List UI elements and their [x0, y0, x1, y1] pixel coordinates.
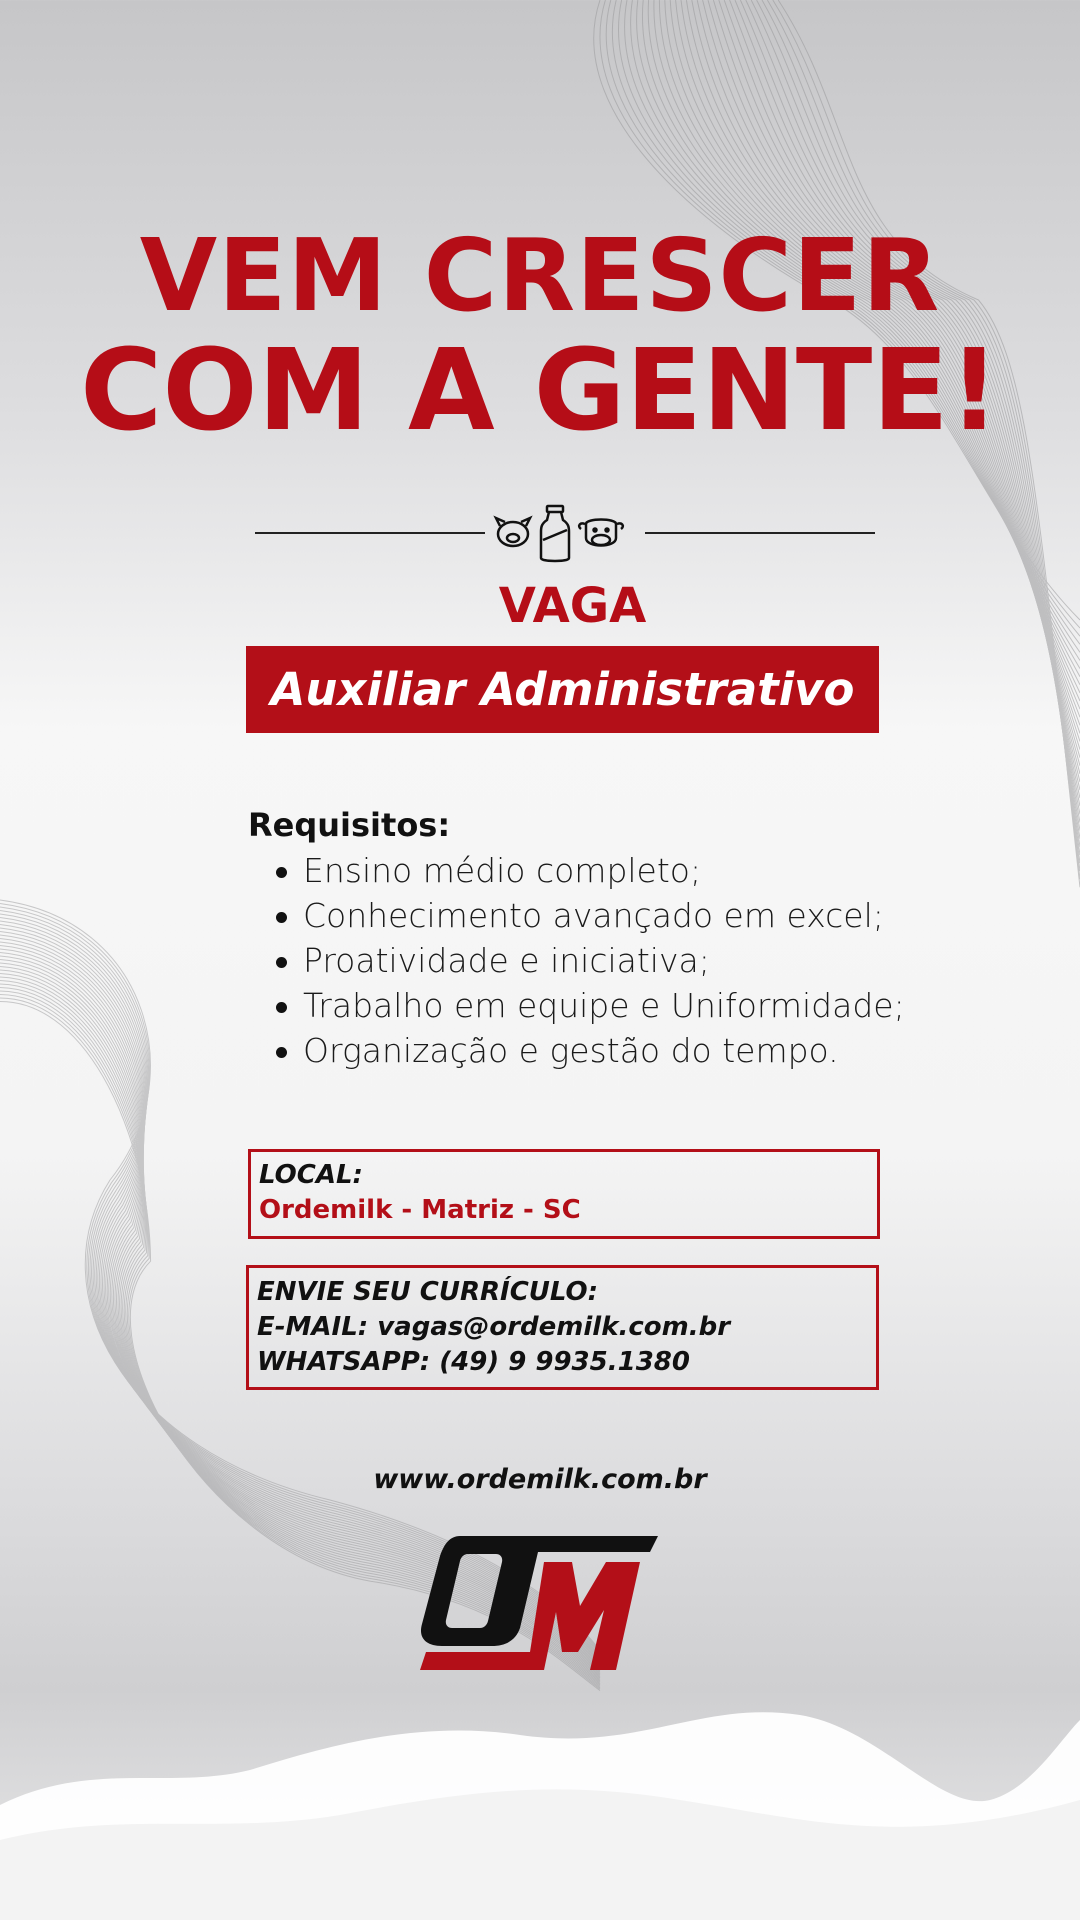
icon-divider [255, 500, 875, 570]
requirement-text: Ensino médio completo; [303, 851, 702, 890]
requirement-text: Conhecimento avançado em excel; [303, 896, 884, 935]
bullet-icon [276, 957, 287, 968]
ordemilk-logo [420, 1528, 665, 1678]
bullet-icon [276, 1002, 287, 1013]
list-item [303, 983, 905, 1028]
requirement-text: Proatividade e iniciativa; [303, 941, 710, 980]
vaga-label: VAGA [498, 578, 647, 634]
requirements-title: Requisitos: [248, 806, 451, 844]
requirements-list [0, 848, 905, 1073]
requirement-text: Organização e gestão do tempo. [303, 1031, 839, 1070]
bullet-icon [276, 867, 287, 878]
contact-title: ENVIE SEU CURRÍCULO: [257, 1277, 599, 1307]
role-banner [246, 646, 879, 733]
pig-icon [496, 518, 530, 546]
requirement-text: Trabalho em equipe e Uniformidade; [303, 986, 905, 1025]
local-label: LOCAL: [259, 1160, 363, 1190]
role-title: Auxiliar Administrativo [270, 663, 855, 716]
contact-box [246, 1265, 879, 1390]
local-box [248, 1149, 880, 1239]
local-value: Ordemilk - Matriz - SC [259, 1195, 581, 1225]
website-link[interactable]: www.ordemilk.com.br [373, 1464, 707, 1495]
list-item [303, 938, 905, 983]
contact-whatsapp[interactable]: WHATSAPP: (49) 9 9935.1380 [257, 1347, 690, 1377]
list-item [303, 1028, 905, 1073]
list-item [303, 848, 905, 893]
headline-line-1: VEM CRESCER [139, 217, 941, 334]
list-item [303, 893, 905, 938]
headline-line-2: COM A GENTE! [80, 326, 1000, 456]
bullet-icon [276, 912, 287, 923]
milk-can-icon [541, 506, 569, 561]
cow-icon [579, 520, 623, 546]
contact-email[interactable]: E-MAIL: vagas@ordemilk.com.br [257, 1312, 731, 1342]
bullet-icon [276, 1047, 287, 1058]
